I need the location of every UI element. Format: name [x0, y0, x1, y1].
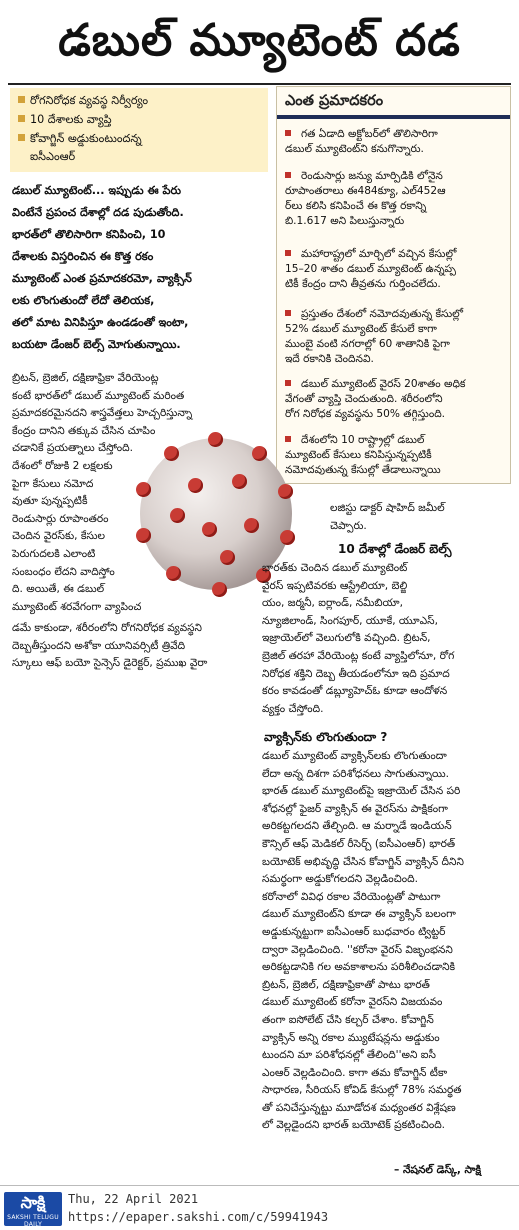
virus-spike: [136, 528, 151, 543]
right-paragraph-1: లజిస్టు డాక్టర్ షాహిద్ జమీల్ చెప్పారు.: [330, 502, 445, 532]
left-paragraph-bottom: డమే కాకుండా, శరీరంలోని రోగనిరోధక వ్యవస్థని దెబ్బతీస్తుందని అశోకా యూనివర్సిటీ త్రివేది స్కూలు ఆఫ్ బయో సైన్సెస్ డైరెక్టర్, ప్రముఖ వైరా: [12, 622, 208, 670]
virus-spike: [208, 432, 223, 447]
sidebar-box: [276, 86, 511, 484]
sidebar-item: ప్రస్తుతం దేశంలో నమోదవుతున్న కేసుల్లో 52% డబుల్ మ్యూటెంట్ కేసులే కాగా ముంబై వంటి నగరాల్లో 60 శాతానికి పైగా ఇదే రకానికి చెందినవి.: [285, 308, 464, 365]
square-bullet-icon: [285, 436, 291, 442]
left-wrap-column: [12, 458, 152, 616]
text-line: చెందిన వైరస్‌కు, కేసుల: [12, 530, 106, 543]
square-bullet-icon: [285, 250, 291, 256]
right-paragraph-3: డబుల్ మ్యూటెంట్ వ్యాక్సిన్‌లకు లొంగుతుందా లేదా అన్న దిశగా పరిశోధనలు సాగుతున్నాయి. భారత్ డబుల్ మ్యూటెంట్‌పై ఇజ్రాయెల్ చేసిన పరి శోధనల్లో ఫైజర్ వ్యాక్సిన్ ఈ వైరస్‌ను పాక్షికంగా అరికట్టగలదని తేల్చింది. ఆ మర్నాడే ఇండియన్ కౌన్సిల్ ఆఫ్ మెడికల్ రీసెర్చ్ (ఐసీఎంఆర్) భారత్ బయోటెక్ అభివృద్ధి చేసిన కోవాగ్జిన్ వ్యాక్సిన్ దీనిని సమర్థంగా అడ్డుకోగలదని వెల్లడించింది. కరోనాలో వివిధ రకాల వేరియెంట్లతో పాటుగా డబుల్ మ్యూటెంట్‌ని కూడా ఈ వ్యాక్సిన్ బలంగా అడ్డుకున్నట్టుగా ఐసీఎంఆర్ బుధవారం ట్విట్టర్ ద్వారా వెల్లడించింది. ''కరోనా వైరస్ విజృంభనని అరికట్టడానికి గల అవకాశాలను పరిశీలించడానికి బ్రిటన్, బ్రెజిల్, దక్షిణాఫ్రికాతో పాటు భారత్ డబుల్ మ్యూటెంట్ కరోనా వైరస్‌ని విజయవం తంగా ఐసోలేట్ చేసి కల్చర్ చేశాం. కోవాగ్జిన్ వ్యాక్సిన్ అన్ని రకాల మ్యుటేషన్లను అడ్డుకుం టుందని మా పరిశోధనల్లో తేలింది''అని ఐసీ ఎంఆర్ వెల్లడించింది. కాగా తమ కోవాగ్జిన్ టీకా సాధారణ, సీరియస్ కోవిడ్ కేసుల్లో 78% సమర్థత తో పనిచేస్తున్నట్టు మూడోదశ మధ్యంతర విశ్లేషణ లో వెల్లడైందని భారత్ బయోటెక్ ప్రకటించింది.: [262, 750, 464, 1132]
sidebar-item: గత ఏడాది అక్టోబర్‌లో తొలిసారిగా డబుల్ మ్యూటెంట్‌ని కనుగొన్నారు.: [285, 128, 438, 155]
text-line: వుతూ పున్నప్పటికీ: [12, 495, 88, 508]
logo-subtext: SAKSHI TELUGU DAILY: [7, 1214, 59, 1228]
headline: డబుల్ మ్యూటెంట్ దడ: [58, 15, 461, 66]
virus-spike: [136, 482, 151, 497]
virus-spike: [170, 508, 185, 523]
bullet-icon: [18, 134, 25, 141]
headline-rule: [8, 83, 511, 85]
sidebar-item: దేశంలోని 10 రాష్ట్రాల్లో డబుల్ మ్యూటెంట్ కేసులు కనిపిస్తున్నప్పటికీ నమోదవుతున్న కేసుల్లో తేడాలున్నాయి: [285, 434, 441, 476]
virus-spike: [278, 484, 293, 499]
text-line: దేశంలో రోజుకి 2 లక్షలకు: [12, 460, 113, 472]
square-bullet-icon: [285, 380, 291, 386]
text-line: సంబంధం లేదని వాదిస్తోం: [12, 565, 115, 578]
virus-spike: [232, 474, 247, 489]
virus-spike: [164, 446, 179, 461]
sidebar-item: డబుల్ మ్యూటెంట్ వైరస్ 20శాతం అధిక వేగంతో వ్యాప్తి చెందుతుంది. శరీరంలోని రోగ నిరోధక వ్యవస్థను 50% తగ్గిస్తుంది.: [285, 378, 466, 420]
text-line: ది. అయితే, ఈ డబుల్: [12, 583, 105, 596]
sidebar-item: మహారాష్ట్రలో మార్చిలో వచ్చిన కేసుల్లో 15–20 శాతం డబుల్ మ్యూటెంట్ ఉన్నప్ప టికీ కేంద్రం దాని తీవ్రతను గుర్తించలేదు.: [285, 248, 457, 290]
footer-rule: [0, 1185, 519, 1186]
highlight-item: రోగనిరోధక వ్యవస్థ నిర్వీర్యం: [18, 94, 264, 108]
virus-spike: [244, 518, 259, 533]
highlight-item: కోవాగ్జిన్ అడ్డుకుంటుందన్న: [18, 132, 264, 146]
intro-paragraph: డబుల్ మ్యూటెంట్... ఇప్పుడు ఈ పేరు వింటేనే ప్రపంచ దేశాల్లో దడ పుడుతోంది. భారత్‌లో తొలిసారిగా కనిపించి, 10 దేశాలకు విస్తరించిన ఈ కొత్త రకం మ్యూటెంట్ ఎంత ప్రమాదకరమో, వ్యాక్సిన్ లకు లొంగుతుందో లేదో తెలియక, తలో మాట వినిపిస్తూ ఉండడంతో ఇంటా, బయటా డేంజర్ బెల్స్ మోగుతున్నాయి.: [12, 184, 192, 351]
sidebar-title-bar: [277, 115, 510, 119]
virus-spike: [252, 446, 267, 461]
virus-spike: [202, 522, 217, 537]
virus-spike: [212, 582, 227, 597]
footer-date: Thu, 22 April 2021: [68, 1192, 199, 1206]
highlight-item: 10 దేశాలకు వ్యాప్తి: [18, 113, 264, 127]
subhead-danger-bells: 10 దేశాల్లో డేంజర్ బెల్స్: [338, 542, 452, 556]
virus-spike: [188, 478, 203, 493]
square-bullet-icon: [285, 130, 291, 136]
text-line: మ్యూటెంట్ శరవేగంగా వ్యాపించ: [12, 600, 142, 613]
highlight-item-cont: ఐసీఎంఆర్: [30, 150, 76, 163]
virus-spike: [220, 550, 235, 565]
square-bullet-icon: [285, 172, 291, 178]
highlights-box: [10, 88, 268, 172]
text-line: రెండుసార్లు రూపాంతరం: [12, 512, 109, 525]
square-bullet-icon: [285, 310, 291, 316]
bullet-icon: [18, 96, 25, 103]
text-line: పెరుగుదలకి ఎలాంటి: [12, 547, 96, 560]
bullet-icon: [18, 115, 25, 122]
text-line: పైగా కేసులు నమోద: [12, 477, 94, 490]
subhead-vaccine: వ్యాక్సిన్‌కు లొంగుతుందా ?: [264, 730, 388, 744]
logo-text: సాక్షి: [20, 1193, 46, 1212]
sidebar-title: ఎంత ప్రమాదకరం: [285, 93, 384, 109]
byline: – నేషనల్ డెస్క్, సాక్షి: [394, 1164, 482, 1176]
sidebar-item: రెండుసార్లు జన్యు మార్పిడికి లోనైన రూపాంతరాలు ఈ484క్యూ, ఎల్452ఆ ర్‌లు కలిసి కనిపించే ఈ కొత్త రకాన్ని బి.1.617 అని పిలుస్తున్నారు: [285, 170, 446, 227]
virus-spike: [166, 566, 181, 581]
virus-spike: [280, 530, 295, 545]
sakshi-logo: [4, 1192, 62, 1226]
right-paragraph-2: భారత్‌కు చెందిన డబుల్ మ్యూటెంట్ వైరస్ ఇప్పటివరకు ఆస్ట్రేలియా, బెల్జి యం, జర్మనీ, ఐర్లాండ్, నమీబియా, న్యూజిలాండ్, సింగపూర్, యూకే, యూఎస్, ఇజ్రాయెల్‌లో వెలుగులోకి వచ్చింది. బ్రిటన్, బ్రెజిల్ తరహా వేరియెంట్ల కంటే వ్యాప్తిలోనూ, రోగ నిరోధక శక్తిని దెబ్బ తీయడంలోనూ ఇది ప్రమాద కరం కావడంతో డబ్ల్యూహెచ్‌ఓ కూడా ఆందోళన వ్యక్తం చేస్తోంది.: [262, 562, 455, 715]
footer-url[interactable]: https://epaper.sakshi.com/c/59941943: [68, 1210, 329, 1224]
left-paragraph-top: బ్రిటన్, బ్రెజిల్, దక్షిణాఫ్రికా వేరియెంట్ల కంటే భారత్‌లో డబుల్ మ్యూటెంట్ మరింత ప్రమాదకరమైనదని శాస్త్రవేత్తలు హెచ్చరిస్తున్నా కేంద్రం దానిని తక్కువ చేసిన చూపిం చడానికే ప్రయత్నాలు చేస్తోంది.: [12, 372, 193, 455]
